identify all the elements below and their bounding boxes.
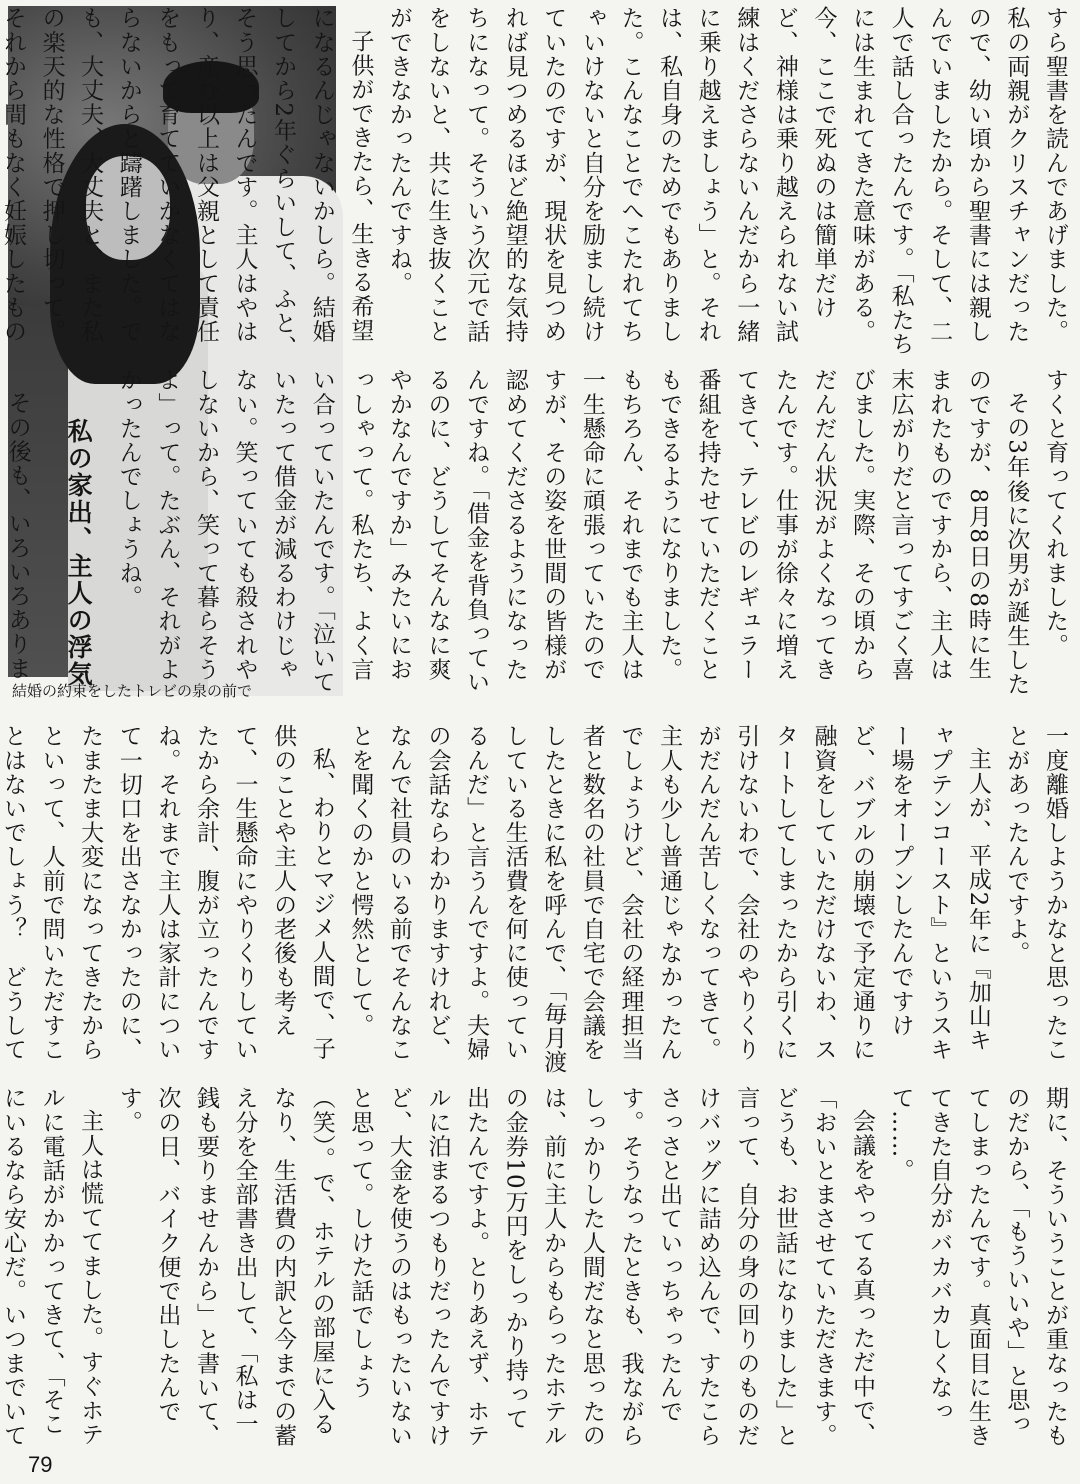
paragraph: すくと育ってくれました。 <box>1042 368 1068 658</box>
paragraph: 会議をやってる真っただ中で、「おいとまさせていただきます。どうも、お世話になりました」と言って、自分の身の回りのものだけバッグに詰め込んで、すたこらさっさと出ていっちゃったんです。そうなったときも、我ながらしっかりした人間だなと思ったのは、前に主人からもらったホテルの金券10万円をしっかり持って出たんですよ。とりあえず、ホテルに泊まるつもりだったんですけど、大金を使うのはもったいないと思って。しけた話でしょう（笑）。で、ホテルの部屋に入るなり、生活費の内訳と今までの蓄え分を全部書き出して、「私は一銭も要りませんから」と書いて、次の日、バイク便で出したんです。 <box>115 1086 876 1448</box>
paragraph: すら聖書を読んであげました。私の両親がクリスチャンだったので、幼い頃から聖書には親しんでいましたから。そして、二人で話し合ったんです。「私たちには生まれてきた意味がある。今、ここで死ぬのは簡単だけど、神様は乗り越えられない試練はくださらないんだから一緒に乗り越えましょう」と。それは、私自身のためでもありました。こんなことでへこたれてちゃいけないと自分を励まし続けていたのですが、現状を見つめれば見つめるほど絶望的な気持ちになって。そういう次元で話をしないと、共に生き抜くことができなかったんですね。 <box>385 6 1068 356</box>
paragraph: 主人は慌ててました。すぐホテルに電話がかかってきて、「そこにいるなら安心だ。いつまでいて <box>0 1086 104 1448</box>
text-block-4 <box>0 1086 1074 1452</box>
paragraph: 一度離婚しようかなと思ったことがあったんですよ。 <box>1003 724 1068 1062</box>
page-number: 79 <box>28 1452 53 1477</box>
section-heading: 私の家出、主人の浮気 <box>64 418 94 688</box>
paragraph: 私、わりとマジメ人間で、子供のことや主人の老後も考えて、一生懸命にやりくりしていたから余計、腹が立ったんですね。それまで主人は家計について一切口を出さなかったのに、たまたま大変になってきたからといって、人前で問いただすことはないでしょう？ どうして <box>0 724 335 1062</box>
paragraph: その3年後に次男が誕生したのですが、8月8日の8時に生まれたものですから、主人は末広がりだと言ってすごく喜びました。実際、その頃からだんだん状況がよくなってきたんです。仕事が徐々に増えてきて、テレビのレギュラー番組を持たせていただくこともできるようになりました。もちろん、それまでも主人は一生懸命に頑張っていたのですが、その姿を世間の皆様が認めてくださるようになったんですね。「借金を背負っているのに、どうしてそんなに爽やかなんですか」みたいにおっしゃって。私たち、よく言い合っていたんです。「泣いていたって借金が減るわけじゃない。笑っていても殺されやしないから、笑って暮らそうよ」って。たぶん、それがよかったんでしょうね。 <box>115 368 1030 696</box>
paragraph: 子供ができたら、生きる希望になるんじゃないかしら。結婚してから2年ぐらいして、ふと、そう思ったんです。主人はやはり、産む以上は父親として責任をもって育てていかなくてはならないからと躊躇しました。でも、大丈夫、大丈夫と、また私の楽天的な性格で押し切って。それから間もなく妊娠したもの <box>0 6 374 360</box>
paragraph: その後も、いろいろありま <box>4 391 31 681</box>
paragraph: 主人が、平成2年に『加山キャプテンコースト』というスキー場をオープンしたんですけど、バブルの崩壊で予定通りに融資をしていただけないわ、スタートしてしまったから引くに引けないわで、会社のやりくりがだんだん苦しくなってきて。主人も少し普通じゃなかったんでしょうけど、会社の経理担当者と数名の社員で自宅で会議をしたときに私を呼んで、「毎月渡している生活費を何に使っているんだ」と言うんですよ。夫婦の会話ならわかりますけれど、なんで社員のいる前でそんなことを聞くのかと愕然として。 <box>347 724 991 1074</box>
text-block-1 <box>0 6 1074 360</box>
paragraph: 期に、そういうことが重なったものだから、「もういいや」と思ってしまったんです。真面目に生きてきた自分がバカバカしくなって……。 <box>887 1086 1068 1448</box>
text-block-3 <box>0 724 1074 1076</box>
photo-caption: 結婚の約束をしたトレビの泉の前で <box>12 683 253 700</box>
